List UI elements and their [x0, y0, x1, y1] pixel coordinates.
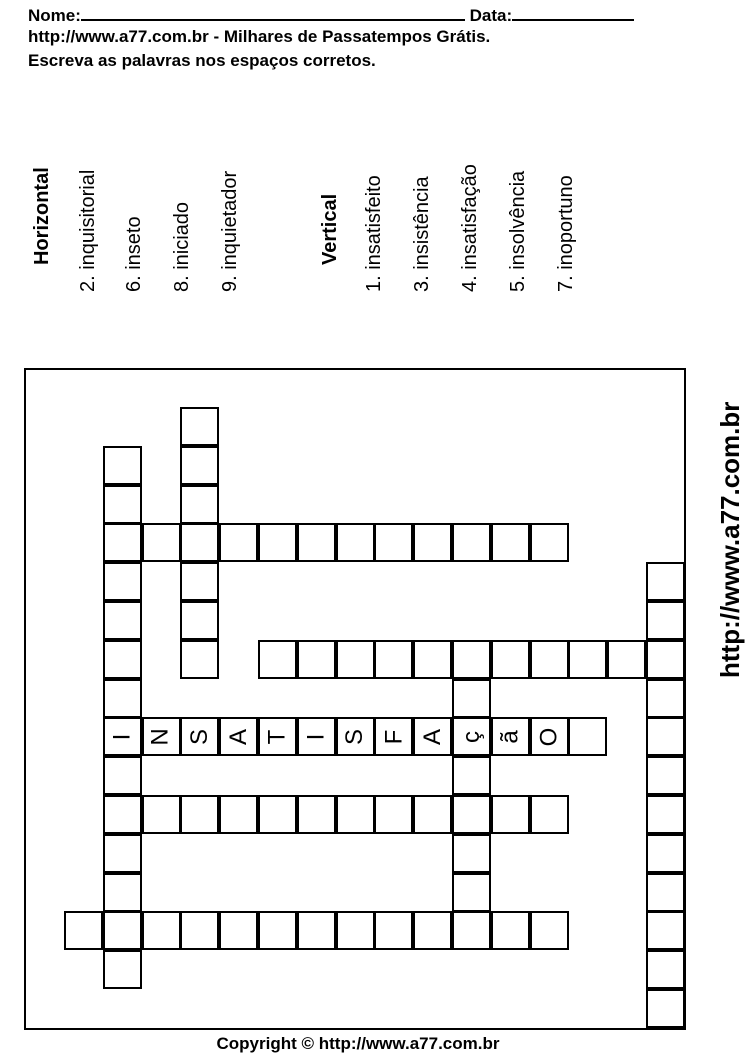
name-date-line — [28, 3, 634, 26]
crossword-cell[interactable] — [530, 717, 569, 756]
crossword-cell[interactable] — [297, 795, 336, 834]
crossword-cell[interactable] — [374, 911, 413, 950]
side-url: http://www.a77.com.br — [715, 401, 745, 678]
crossword-cell[interactable] — [491, 795, 530, 834]
cell-letter: S — [341, 728, 369, 745]
name-label: Nome: — [28, 6, 81, 25]
crossword-cell[interactable] — [103, 640, 142, 679]
crossword-cell[interactable] — [180, 717, 219, 756]
cell-letter: I — [108, 733, 136, 741]
cell-letter: A — [418, 728, 446, 745]
date-blank[interactable] — [512, 3, 634, 21]
crossword-cell[interactable] — [336, 795, 375, 834]
crossword-cell[interactable] — [103, 873, 142, 912]
crossword-cell[interactable] — [452, 873, 491, 912]
crossword-cell[interactable] — [646, 756, 685, 795]
crossword-cell[interactable] — [103, 601, 142, 640]
crossword-cell[interactable] — [180, 562, 219, 601]
copyright-footer: Copyright © http://www.a77.com.br — [216, 1034, 500, 1053]
crossword-cell[interactable] — [374, 717, 413, 756]
crossword-cell[interactable] — [64, 911, 103, 950]
crossword-cell[interactable] — [374, 523, 413, 562]
crossword-cell[interactable] — [530, 523, 569, 562]
crossword-cell[interactable] — [336, 523, 375, 562]
crossword-cell[interactable] — [607, 640, 646, 679]
horizontal-clue: 9. inquietador — [219, 170, 241, 292]
cell-letter: N — [147, 728, 175, 746]
crossword-cell[interactable] — [568, 640, 607, 679]
crossword-cell[interactable] — [103, 911, 142, 950]
crossword-cell[interactable] — [336, 717, 375, 756]
crossword-cell[interactable] — [452, 640, 491, 679]
crossword-cell[interactable] — [491, 640, 530, 679]
vertical-clues-title: Vertical — [319, 193, 341, 265]
cell-letter: A — [224, 728, 252, 745]
crossword-cell[interactable] — [103, 523, 142, 562]
vertical-clue: 3. insistência — [411, 176, 433, 292]
crossword-cell[interactable] — [374, 795, 413, 834]
crossword-cell[interactable] — [413, 795, 452, 834]
crossword-cell[interactable] — [297, 911, 336, 950]
crossword-cell[interactable] — [103, 562, 142, 601]
site-line: http://www.a77.com.br - Milhares de Passatempos Grátis. — [28, 27, 491, 46]
crossword-cell[interactable] — [180, 911, 219, 950]
crossword-cell[interactable] — [646, 834, 685, 873]
crossword-cell[interactable] — [452, 795, 491, 834]
crossword-cell[interactable] — [219, 523, 258, 562]
crossword-cell[interactable] — [452, 679, 491, 718]
crossword-cell[interactable] — [646, 989, 685, 1028]
crossword-cell[interactable] — [219, 717, 258, 756]
crossword-cell[interactable] — [452, 523, 491, 562]
instructions: Escreva as palavras nos espaços corretos. — [28, 51, 376, 70]
crossword-cell[interactable] — [646, 601, 685, 640]
vertical-clue: 1. insatisfeito — [363, 175, 385, 292]
crossword-cell[interactable] — [413, 640, 452, 679]
crossword-cell[interactable] — [103, 717, 142, 756]
crossword-cell[interactable] — [452, 834, 491, 873]
crossword-cell[interactable] — [452, 717, 491, 756]
horizontal-clue: 6. inseto — [123, 216, 145, 292]
crossword-cell[interactable] — [491, 717, 530, 756]
crossword-cell[interactable] — [646, 562, 685, 601]
crossword-cell[interactable] — [258, 640, 297, 679]
crossword-cell[interactable] — [103, 485, 142, 524]
crossword-cell[interactable] — [530, 911, 569, 950]
crossword-cell[interactable] — [336, 640, 375, 679]
vertical-clue: 4. insatisfação — [459, 164, 481, 292]
crossword-cell[interactable] — [103, 756, 142, 795]
crossword-cell[interactable] — [297, 717, 336, 756]
crossword-cell[interactable] — [646, 795, 685, 834]
crossword-cell[interactable] — [297, 640, 336, 679]
crossword-cell[interactable] — [103, 950, 142, 989]
cell-letter: F — [379, 729, 407, 745]
name-blank[interactable] — [81, 3, 465, 21]
cell-letter: T — [263, 729, 291, 745]
horizontal-clues-title: Horizontal — [31, 167, 53, 265]
vertical-clue: 5. insolvência — [507, 170, 529, 292]
date-label: Data: — [469, 6, 513, 25]
crossword-cell[interactable] — [491, 523, 530, 562]
crossword-cell[interactable] — [413, 717, 452, 756]
crossword-cell[interactable] — [646, 679, 685, 718]
crossword-cell[interactable] — [219, 795, 258, 834]
crossword-cell[interactable] — [646, 717, 685, 756]
crossword-cell[interactable] — [180, 601, 219, 640]
crossword-cell[interactable] — [103, 795, 142, 834]
crossword-cell[interactable] — [180, 640, 219, 679]
cell-letter: O — [535, 727, 563, 747]
crossword-cell[interactable] — [646, 911, 685, 950]
cell-letter: ç — [457, 730, 485, 743]
crossword-cell[interactable] — [646, 873, 685, 912]
crossword-cell[interactable] — [258, 717, 297, 756]
horizontal-clue: 8. iniciado — [171, 201, 193, 292]
crossword-cell[interactable] — [258, 795, 297, 834]
crossword-cell[interactable] — [142, 523, 181, 562]
crossword-cell[interactable] — [180, 446, 219, 485]
crossword-cell[interactable] — [180, 795, 219, 834]
crossword-cell[interactable] — [646, 950, 685, 989]
crossword-cell[interactable] — [258, 523, 297, 562]
vertical-clue: 7. inoportuno — [555, 175, 577, 292]
crossword-cell[interactable] — [142, 795, 181, 834]
crossword-cell[interactable] — [646, 640, 685, 679]
crossword-cell[interactable] — [142, 717, 181, 756]
crossword-cell[interactable] — [452, 911, 491, 950]
crossword-cell[interactable] — [142, 911, 181, 950]
crossword-cell[interactable] — [103, 834, 142, 873]
horizontal-clue: 2. inquisitorial — [77, 169, 99, 292]
crossword-cell[interactable] — [568, 717, 607, 756]
crossword-cell[interactable] — [530, 795, 569, 834]
cell-letter: S — [185, 728, 213, 745]
crossword-cell[interactable] — [336, 911, 375, 950]
crossword-cell[interactable] — [103, 446, 142, 485]
cell-letter: ã — [496, 730, 524, 744]
crossword-cell[interactable] — [258, 911, 297, 950]
crossword-cell[interactable] — [374, 640, 413, 679]
crossword-cell[interactable] — [452, 756, 491, 795]
crossword-cell[interactable] — [530, 640, 569, 679]
crossword-cell[interactable] — [103, 679, 142, 718]
cell-letter: I — [302, 733, 330, 741]
crossword-cell[interactable] — [297, 523, 336, 562]
crossword-cell[interactable] — [413, 911, 452, 950]
crossword-cell[interactable] — [180, 523, 219, 562]
crossword-cell[interactable] — [491, 911, 530, 950]
crossword-cell[interactable] — [413, 523, 452, 562]
crossword-cell[interactable] — [180, 485, 219, 524]
crossword-cell[interactable] — [219, 911, 258, 950]
crossword-cell[interactable] — [180, 407, 219, 446]
